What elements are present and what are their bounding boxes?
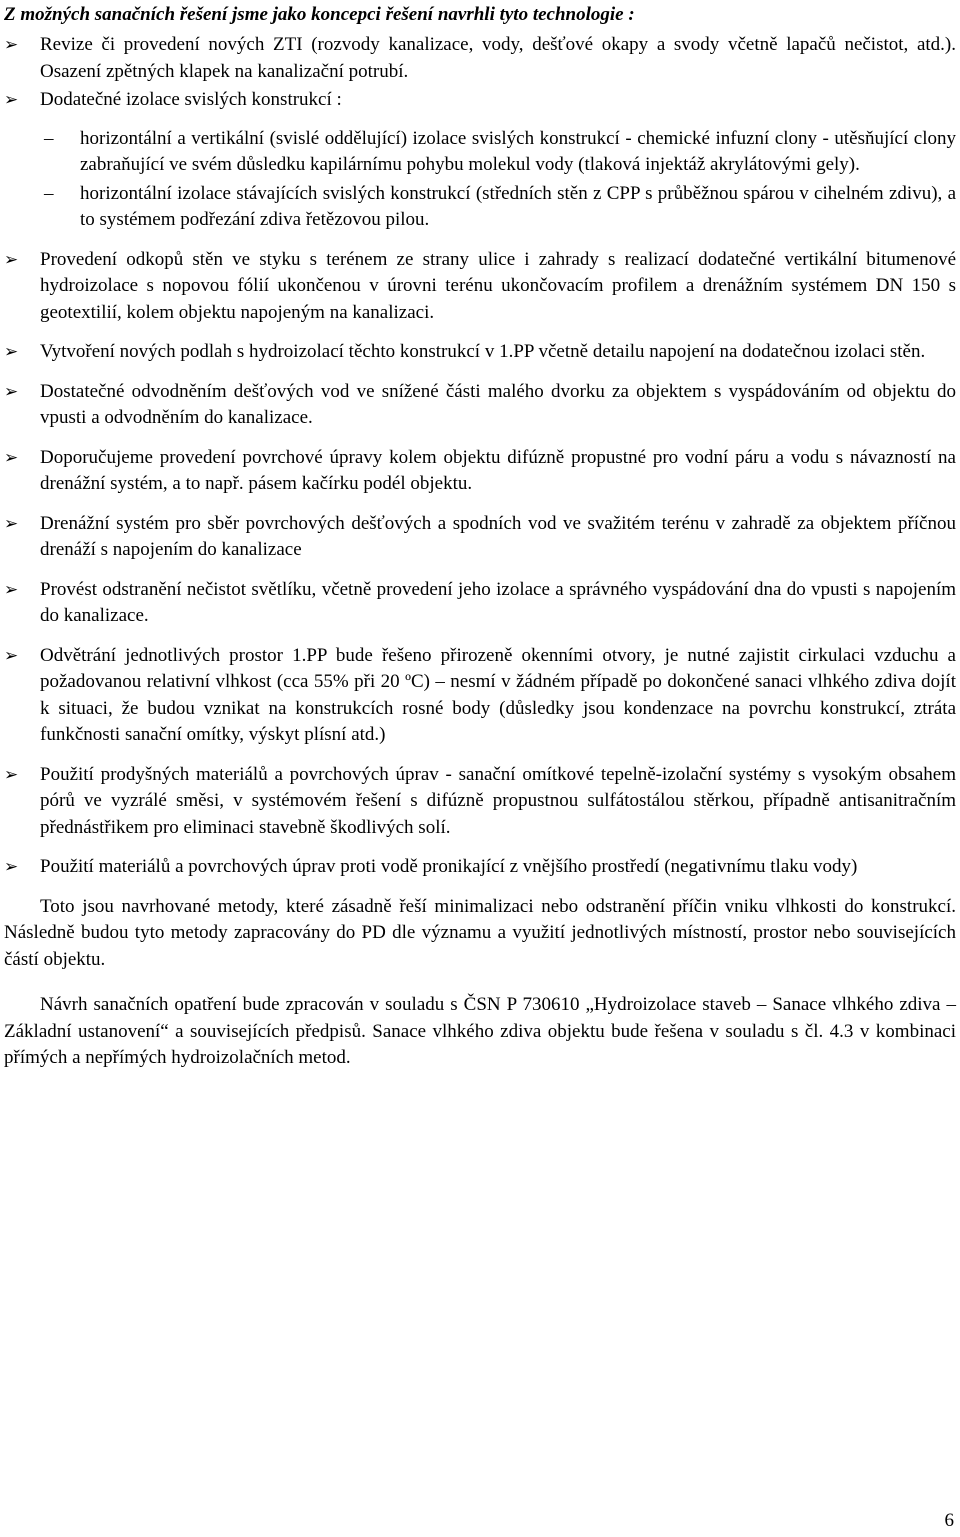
arrowhead-bullet-icon: ➢ bbox=[4, 90, 19, 110]
arrowhead-bullet-icon: ➢ bbox=[4, 645, 19, 666]
list-item bbox=[4, 87, 956, 114]
list-item bbox=[4, 511, 956, 564]
dash-marker: – bbox=[44, 182, 54, 204]
list-item-text: Vytvoření nových podlah s hydroizolací těchto konstrukcí v 1.PP včetně detailu napojení na dodatečnou izolaci stěn. bbox=[40, 341, 926, 362]
list-item bbox=[4, 247, 956, 327]
list-item bbox=[4, 445, 956, 498]
arrowhead-bullet-icon: ➢ bbox=[4, 579, 19, 600]
sub-list-item-text: horizontální a vertikální (svislé oddělující) izolace svislých konstrukcí - chemické infuzní clony - utěsňující clony zabraňující ve svém důsledku kapilárnímu pohybu molekul vody (tlaková injektáž akrylátovými gely). bbox=[80, 127, 956, 175]
arrowhead-bullet-icon: ➢ bbox=[4, 249, 19, 270]
list-item-text: Použití materiálů a povrchových úprav proti vodě pronikající z vnějšího prostředí (negativnímu tlaku vody) bbox=[40, 856, 858, 877]
list-item bbox=[4, 339, 956, 366]
document-page bbox=[4, 0, 956, 1091]
list-item-text: Odvětrání jednotlivých prostor 1.PP bude řešeno přirozeně okenními otvory, je nutné zajistit cirkulaci vzduchu a požadovanou relativní vlhkost (cca 55% při 20 ºC) – nesmí v žádném případě po dokončené sanaci vlhkého zdiva dojít k situaci, že budou vznikat na konstrukcích rosné body (důsledky jsou kondenzace na povrchu konstrukcí, ztráta funkčnosti sanační omítky, výskyt plísní atd.) bbox=[40, 644, 956, 745]
body-paragraph: Toto jsou navrhované metody, které zásadně řeší minimalizaci nebo odstranění příčin vniku vlhkosti do konstrukcí. Následně budou tyto metody zapracovány do PD dle významu a využití jednotlivých místností, prostor nebo souvisejících částí objektu. bbox=[4, 895, 956, 970]
list-item-text: Použití prodyšných materiálů a povrchových úprav - sanační omítkové tepelně-izolační systémy s vysokým obsahem pórů ve vyzrálé směsi, v systémovém řešení s difúzně propustnou sulfátostálou stěrkou, případně antisanitračním přednástřikem pro eliminaci stavebně škodlivých solí. bbox=[40, 763, 956, 838]
arrowhead-bullet-icon: ➢ bbox=[4, 857, 19, 877]
list-item-text: Dostatečné odvodněním dešťových vod ve snížené části malého dvorku za objektem s vyspádováním od objektu do vpusti a odvodněním do kanalizace. bbox=[40, 380, 956, 428]
list-item-text: Dodatečné izolace svislých konstrukcí : bbox=[40, 89, 342, 110]
list-item bbox=[4, 32, 956, 85]
list-item-text: Revize či provedení nových ZTI (rozvody kanalizace, vody, dešťové okapy a svody včetně lapačů nečistot, atd.). Osazení zpětných klapek na kanalizační potrubí. bbox=[40, 34, 956, 82]
list-item-text: Drenážní systém pro sběr povrchových dešťových a spodních vod ve svažitém terénu v zahradě za objektem příčnou drenáží s napojením do kanalizace bbox=[40, 512, 956, 560]
list-item-text: Doporučujeme provedení povrchové úpravy kolem objektu difúzně propustné pro vodní páru a vodu s návazností na drenážní systém, a to např. pásem kačírku podél objektu. bbox=[40, 446, 956, 494]
arrowhead-bullet-icon: ➢ bbox=[4, 342, 19, 362]
list-item bbox=[4, 379, 956, 432]
page-number: 6 bbox=[944, 1510, 954, 1531]
list-item-text: Provedení odkopů stěn ve styku s terénem ze strany ulice i zahrady s realizací dodatečné vertikální bitumenové hydroizolace s nopovou fólií ukončenou v úrovni terénu ukončovacím profilem a drenážním systémem DN 150 s geotextilií, kolem objektu napojeným na kanalizaci. bbox=[40, 248, 956, 323]
arrowhead-bullet-icon: ➢ bbox=[4, 381, 19, 402]
list-item-text: Provést odstranění nečistot světlíku, včetně provedení jeho izolace a správného vyspádování dna do vpusti s napojením do kanalizace. bbox=[40, 578, 956, 626]
list-item bbox=[4, 854, 956, 881]
sub-list-item bbox=[4, 126, 956, 179]
body-paragraph: Návrh sanačních opatření bude zpracován v souladu s ČSN P 730610 „Hydroizolace staveb – Sanace vlhkého zdiva – Základní ustanovení“ a souvisejících předpisů. Sanace vlhkého zdiva objektu bude řešena v souladu s čl. 4.3 v kombinaci přímých a nepřímých hydroizolačních metod. bbox=[4, 994, 956, 1068]
arrowhead-bullet-icon: ➢ bbox=[4, 35, 19, 55]
list-item bbox=[4, 643, 956, 749]
arrowhead-bullet-icon: ➢ bbox=[4, 447, 19, 468]
arrowhead-bullet-icon: ➢ bbox=[4, 764, 19, 785]
list-item bbox=[4, 762, 956, 842]
dash-marker: – bbox=[44, 127, 54, 149]
list-item bbox=[4, 577, 956, 630]
arrowhead-bullet-icon: ➢ bbox=[4, 513, 19, 534]
sub-list-item-text: horizontální izolace stávajících svislých konstrukcí (středních stěn z CPP s průběžnou spárou v cihelném zdivu), a to systémem podřezání zdiva řetězovou pilou. bbox=[80, 182, 956, 230]
section-heading: Z možných sanačních řešení jsme jako koncepci řešení navrhli tyto technologie : bbox=[4, 4, 635, 25]
sub-list-item bbox=[4, 181, 956, 234]
